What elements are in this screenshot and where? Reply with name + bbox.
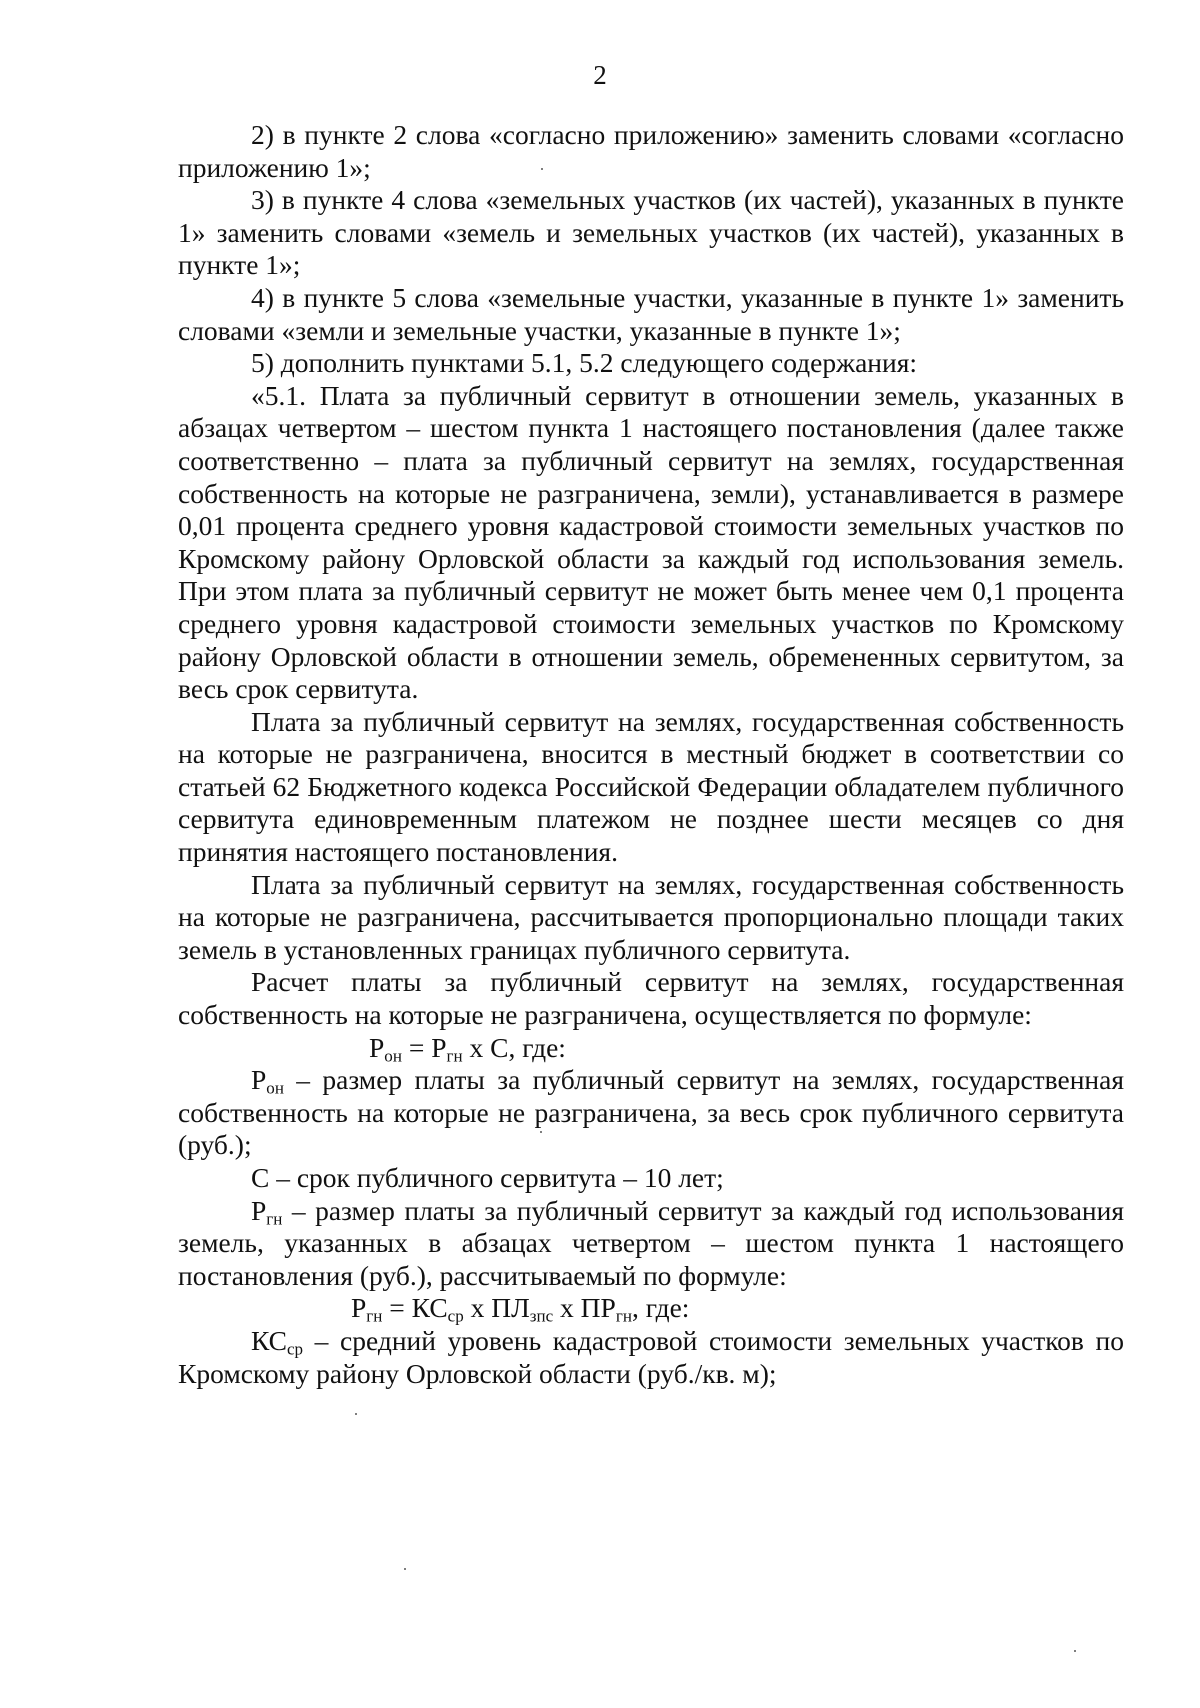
formula-symbol: Р xyxy=(431,1031,447,1063)
scan-speck xyxy=(540,1131,542,1133)
formula-subscript: гн xyxy=(446,1045,463,1065)
paragraph-5-1: «5.1. Плата за публичный сервитут в отношении земель, указанных в абзацах четвертом – шестом пункта 1 настоящего постановления (далее также соответственно – плата за публичный сервитут на землях, государственная собственность на которые не разграничена, земли), устанавливается в размере 0,01 процента среднего уровня кадастровой стоимости земельных участков по Кромскому району Орловской области за каждый год использования земель. При этом плата за публичный сервитут не может быть менее чем 0,1 процента среднего уровня кадастровой стоимости земельных участков по Кромскому району Орловской области в отношении земель, обремененных сервитутом, за весь срок сервитута. xyxy=(178,379,1124,705)
paragraph-item-2: 2) в пункте 2 слова «согласно приложению» заменить словами «согласно приложению 1»; xyxy=(178,119,1124,183)
formula-operator: = xyxy=(401,1031,432,1063)
paragraph-item-3: 3) в пункте 4 слова «земельных участков (их частей), указанных в пункте 1» заменить словами «земель и земельных участков (их частей), указанных в пункте 1»; xyxy=(178,184,1124,281)
definition-symbol: КС xyxy=(251,1324,287,1356)
definition-symbol: Р xyxy=(251,1064,267,1096)
formula-symbol: ПР xyxy=(580,1292,616,1324)
definition-ks-sr xyxy=(178,1325,1124,1390)
formula-annual-payment xyxy=(178,1292,1124,1325)
definition-text: – средний уровень кадастровой стоимости земельных участков по Кромскому району Орловской области (руб./кв. м); xyxy=(178,1324,1124,1389)
formula-subscript: гн xyxy=(615,1306,632,1326)
definition-symbol: Р xyxy=(251,1194,267,1226)
scan-speck xyxy=(1074,1650,1076,1652)
paragraph-calculation-intro: Расчет платы за публичный сервитут на землях, государственная собственность на которые не разграничена, осуществляется по формуле: xyxy=(178,966,1124,1031)
formula-text: х С, где: xyxy=(462,1031,566,1063)
paragraph-item-5: 5) дополнить пунктами 5.1, 5.2 следующего содержания: xyxy=(251,347,918,379)
formula-subscript: ср xyxy=(447,1306,464,1326)
formula-operator: х xyxy=(463,1292,492,1324)
scan-speck xyxy=(541,168,543,170)
definition-subscript: ср xyxy=(287,1339,304,1359)
definition-c xyxy=(178,1162,1124,1195)
formula-total-payment xyxy=(178,1032,1124,1065)
formula-operator: = xyxy=(382,1292,412,1324)
paragraph-payment-budget: Плата за публичный сервитут на землях, государственная собственность на которые не разграничена, вносится в местный бюджет в соответствии со статьей 62 Бюджетного кодекса Российской Федерации обладателем публичного сервитута единовременным платежом не позднее шести месяцев со дня принятия настоящего постановления. xyxy=(178,705,1124,868)
definition-text: С – срок публичного сервитута – 10 лет; xyxy=(251,1162,724,1193)
definition-text: – размер платы за публичный сервитут за каждый год использования земель, указанных в абзацах четвертом – шестом пункта 1 настоящего постановления (руб.), рассчитываемый по формуле: xyxy=(178,1194,1124,1291)
formula-symbol: КС xyxy=(411,1292,448,1324)
document-body xyxy=(178,119,1124,1390)
definition-text: – размер платы за публичный сервитут на землях, государственная собственность на которые не разграничена, за весь срок публичного сервитута (руб.); xyxy=(178,1064,1124,1161)
formula-symbol: Р xyxy=(351,1292,367,1324)
formula-subscript: он xyxy=(384,1045,402,1065)
formula-subscript: гн xyxy=(366,1306,383,1326)
definition-subscript: гн xyxy=(266,1208,283,1228)
formula-subscript: зпс xyxy=(529,1306,554,1326)
scan-speck xyxy=(404,1568,406,1570)
definition-p-gn xyxy=(178,1195,1124,1293)
formula-operator: х xyxy=(553,1292,581,1324)
paragraph-payment-proportional: Плата за публичный сервитут на землях, государственная собственность на которые не разграничена, рассчитывается пропорционально площади таких земель в установленных границах публичного сервитута. xyxy=(178,868,1124,965)
formula-symbol: Р xyxy=(369,1031,385,1063)
formula-symbol: ПЛ xyxy=(491,1292,530,1324)
scan-speck xyxy=(355,1413,357,1415)
definition-p-on xyxy=(178,1064,1124,1162)
definition-subscript: он xyxy=(266,1078,284,1098)
paragraph-item-4: 4) в пункте 5 слова «земельные участки, указанные в пункте 1» заменить словами «земли и земельные участки, указанные в пункте 1»; xyxy=(178,281,1124,346)
formula-text: , где: xyxy=(631,1292,690,1324)
page-number: 2 xyxy=(593,60,607,90)
